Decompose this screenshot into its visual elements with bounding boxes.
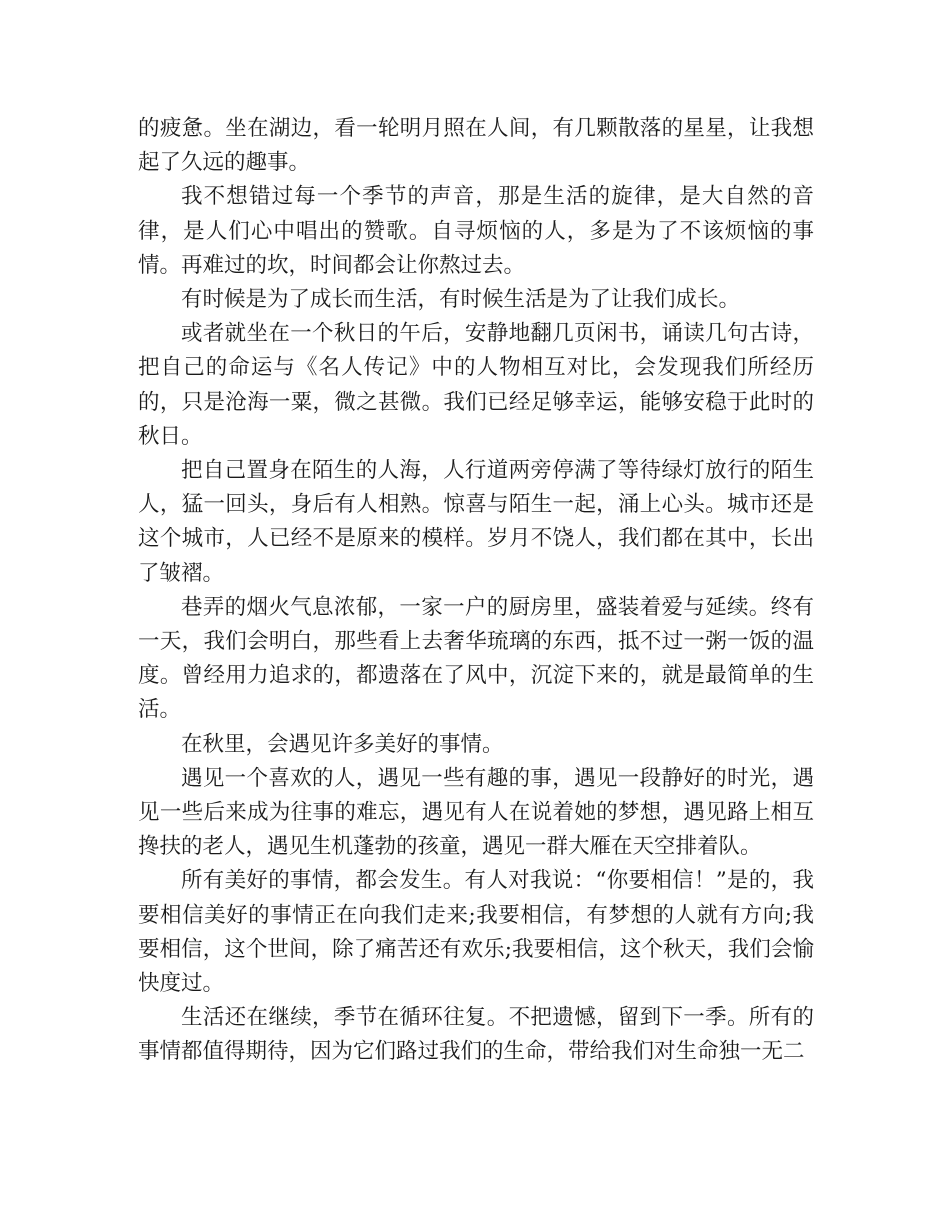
paragraph-10: 生活还在继续，季节在循环往复。不把遗憾，留到下一季。所有的事情都值得期待，因为它们路过我们的生命，带给我们对生命独一无二 xyxy=(138,1005,814,1065)
paragraph-4: 或者就坐在一个秋日的午后，安静地翻几页闲书，诵读几句古诗，把自己的命运与《名人传记》中的人物相互对比，会发现我们所经历的，只是沧海一粟，微之甚微。我们已经足够幸运，能够安稳于此时的秋日。 xyxy=(138,321,814,449)
paragraph-7: 在秋里，会遇见许多美好的事情。 xyxy=(181,731,504,757)
paragraph-1: 的疲惫。坐在湖边，看一轮明月照在人间，有几颗散落的星星，让我想起了久远的趣事。 xyxy=(138,116,814,176)
paragraph-9: 所有美好的事情，都会发生。有人对我说：“你要相信！”是的，我要相信美好的事情正在向我们走来;我要相信，有梦想的人就有方向;我要相信，这个世间，除了痛苦还有欢乐;我要相信，这个秋天，我们会愉快度过。 xyxy=(138,868,814,997)
paragraph-3: 有时候是为了成长而生活，有时候生活是为了让我们成长。 xyxy=(181,287,741,313)
paragraph-6: 巷弄的烟火气息浓郁，一家一户的厨房里，盛装着爱与延续。终有一天，我们会明白，那些看上去奢华琉璃的东西，抵不过一粥一饭的温度。曾经用力追求的，都遗落在了风中，沉淀下来的，就是最简单的生活。 xyxy=(138,594,814,723)
paragraph-8: 遇见一个喜欢的人，遇见一些有趣的事，遇见一段静好的时光，遇见一些后来成为往事的难忘，遇见有人在说着她的梦想，遇见路上相互搀扶的老人，遇见生机蓬勃的孩童，遇见一群大雁在天空排着队。 xyxy=(138,765,814,860)
paragraph-2: 我不想错过每一个季节的声音，那是生活的旋律，是大自然的音律，是人们心中唱出的赞歌。自寻烦恼的人，多是为了不该烦恼的事情。再难过的坎，时间都会让你熬过去。 xyxy=(138,184,814,278)
paragraph-5: 把自己置身在陌生的人海，人行道两旁停满了等待绿灯放行的陌生人，猛一回头，身后有人相熟。惊喜与陌生一起，涌上心头。城市还是这个城市，人已经不是原来的模样。岁月不饶人，我们都在其中，长出了皱褶。 xyxy=(138,458,814,586)
document-body xyxy=(138,112,814,1070)
